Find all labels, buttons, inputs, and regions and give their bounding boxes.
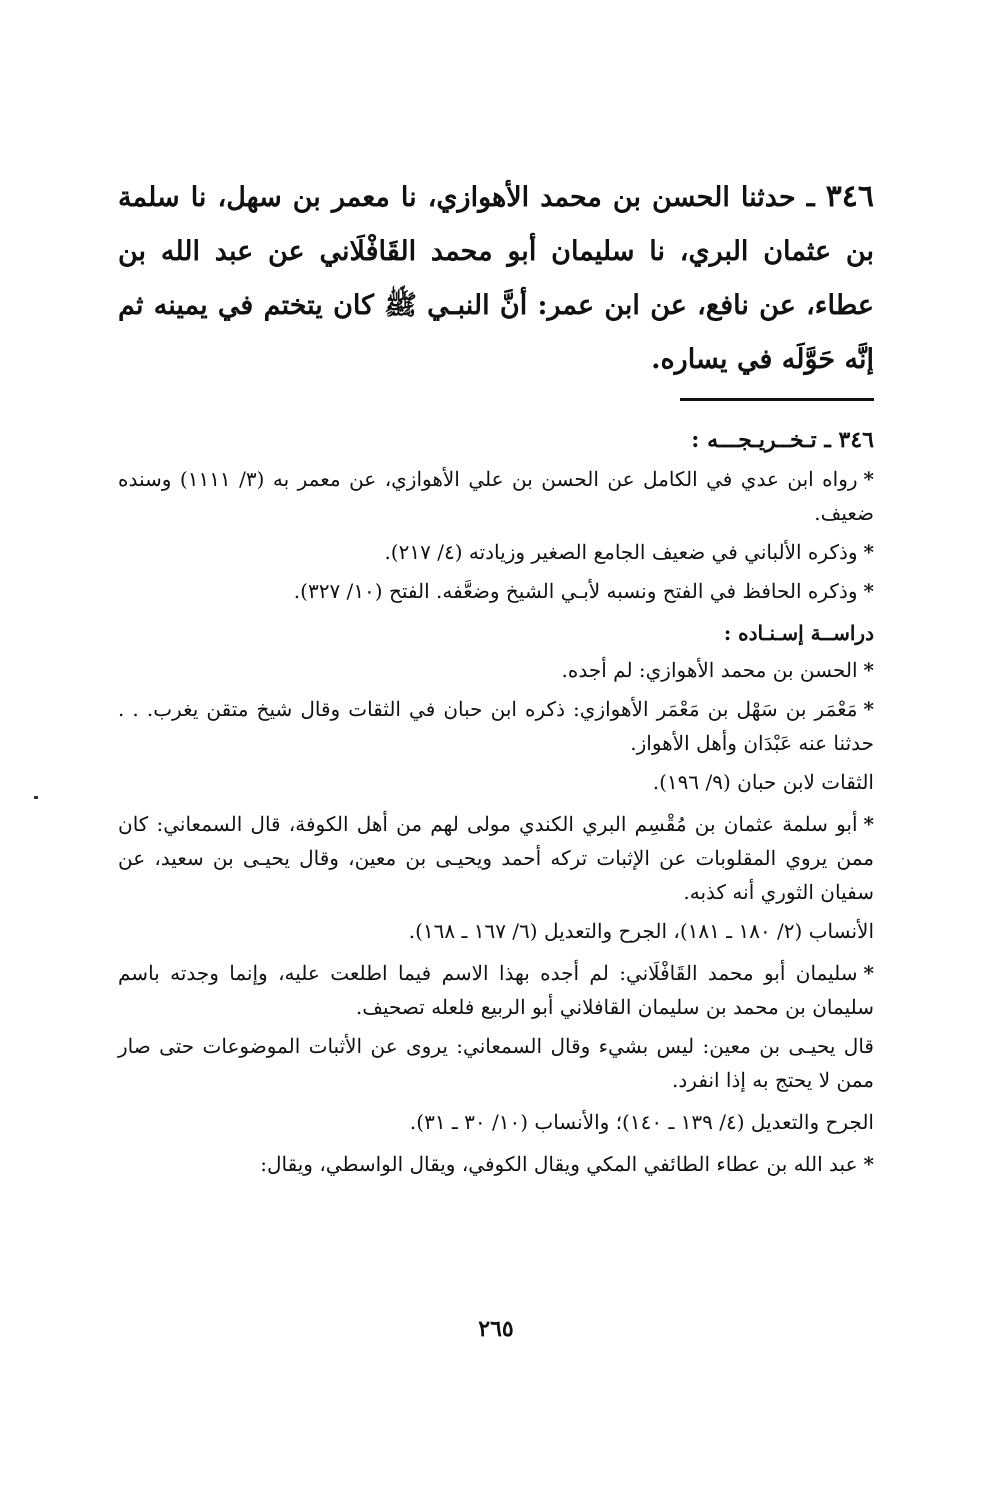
- bullet-star: *: [863, 658, 874, 682]
- bullet-star: *: [863, 961, 875, 985]
- takhrij-list: [118, 462, 874, 608]
- dirasa-paragraph-text: الثقات لابن حبان (٩/ ١٩٦).: [652, 770, 874, 794]
- dirasa-paragraph-text: مَعْمَر بن سَهْل بن مَعْمَر الأهوازي: ذكره ابن حبان في الثقات وقال شيخ متقن يغرب. . . حدثنا عنه عَبْدَان وأهل الأهواز.: [118, 697, 874, 755]
- dirasa-paragraph-text: قال يحيـى بن معين: ليس بشيء وقال السمعاني: يروى عن الأثبات الموضوعات حتى صار ممن لا يحتج به إذا انفرد.: [118, 1034, 874, 1092]
- dirasa-paragraph-text: عبد الله بن عطاء الطائفي المكي ويقال الكوفي، ويقال الواسطي، ويقال:: [260, 1152, 858, 1176]
- bullet-star: *: [863, 579, 874, 603]
- dirasa-paragraph: [118, 1147, 874, 1181]
- hadith-text: حدثنا الحسن بن محمد الأهوازي، نا معمر بن سهل، نا سلمة بن عثمان البري، نا سليمان أبو محمد القَافْلَاني عن عبد الله بن عطاء، عن نافع، عن ابن عمر: أنَّ النبـي ﷺ كان يتختم في يمينه ثم إنَّه حَوَّلَه في يساره.: [118, 182, 874, 375]
- dirasa-paragraph-text: الأنساب (٢/ ١٨٠ ـ ١٨١)، الجرح والتعديل (٦/ ١٦٧ ـ ١٦٨).: [408, 919, 874, 943]
- scan-mark: [34, 796, 38, 799]
- bullet-star: *: [863, 467, 874, 491]
- hadith-number: ٣٤٦: [825, 179, 874, 214]
- bullet-star: *: [863, 540, 874, 564]
- dirasa-paragraph: [118, 653, 874, 687]
- takhrij-heading: ٣٤٦ ـ تـخــريـجـــه :: [691, 427, 874, 453]
- dirasa-paragraph: [118, 1029, 874, 1097]
- bullet-star: *: [863, 1152, 874, 1176]
- takhrij-paragraph: [118, 535, 874, 569]
- takhrij-paragraph-text: رواه ابن عدي في الكامل عن الحسن بن علي الأهوازي، عن معمر به (٣/ ١١١١) وسنده ضعيف.: [118, 467, 874, 525]
- takhrij-paragraph-text: وذكره الحافظ في الفتح ونسبه لأبـي الشيخ وضعَّفه. الفتح (١٠/ ٣٢٧).: [293, 579, 858, 603]
- dirasa-paragraph-text: الجرح والتعديل (٤/ ١٣٩ ـ ١٤٠)؛ والأنساب (١٠/ ٣٠ ـ ٣١).: [409, 1110, 874, 1134]
- bullet-star: *: [863, 812, 874, 836]
- footnotes-block: [118, 418, 874, 1186]
- hadith-dash: ـ: [806, 182, 815, 213]
- footnote-divider: [680, 398, 874, 401]
- takhrij-paragraph: [118, 574, 874, 608]
- dirasa-paragraph: [118, 692, 874, 760]
- dirasa-paragraph-text: أبو سلمة عثمان بن مُقْسِم البري الكندي مولى لهم من أهل الكوفة، قال السمعاني: كان ممن يروي المقلوبات عن الإثبات تركه أحمد ويحيـى بن معين، وقال يحيـى بن سعيد، عن سفيان الثوري أنه كذبه.: [118, 812, 874, 904]
- dirasa-paragraph-text: الحسن بن محمد الأهوازي: لم أجده.: [561, 658, 858, 682]
- dirasa-paragraph-text: سليمان أبو محمد القَافْلَاني: لم أجده بهذا الاسم فيما اطلعت عليه، وإنما وجدته باسم سليمان بن محمد بن سليمان القافلاني أبو الربيع فلعله تصحيف.: [118, 961, 874, 1019]
- takhrij-paragraph: [118, 462, 874, 530]
- dirasa-paragraph: [118, 807, 874, 909]
- page-number: ٢٦٥: [478, 1316, 514, 1342]
- bullet-star: *: [863, 697, 874, 721]
- hadith-text-block: [118, 170, 874, 387]
- dirasa-paragraph: [118, 765, 874, 799]
- takhrij-paragraph-text: وذكره الألباني في ضعيف الجامع الصغير وزيادته (٤/ ٢١٧).: [384, 540, 858, 564]
- dirasa-heading: دراســة إسـنـاده :: [723, 621, 874, 645]
- dirasa-paragraph: [118, 914, 874, 948]
- dirasa-list: [118, 653, 874, 1181]
- dirasa-paragraph: [118, 1105, 874, 1139]
- dirasa-paragraph: [118, 956, 874, 1024]
